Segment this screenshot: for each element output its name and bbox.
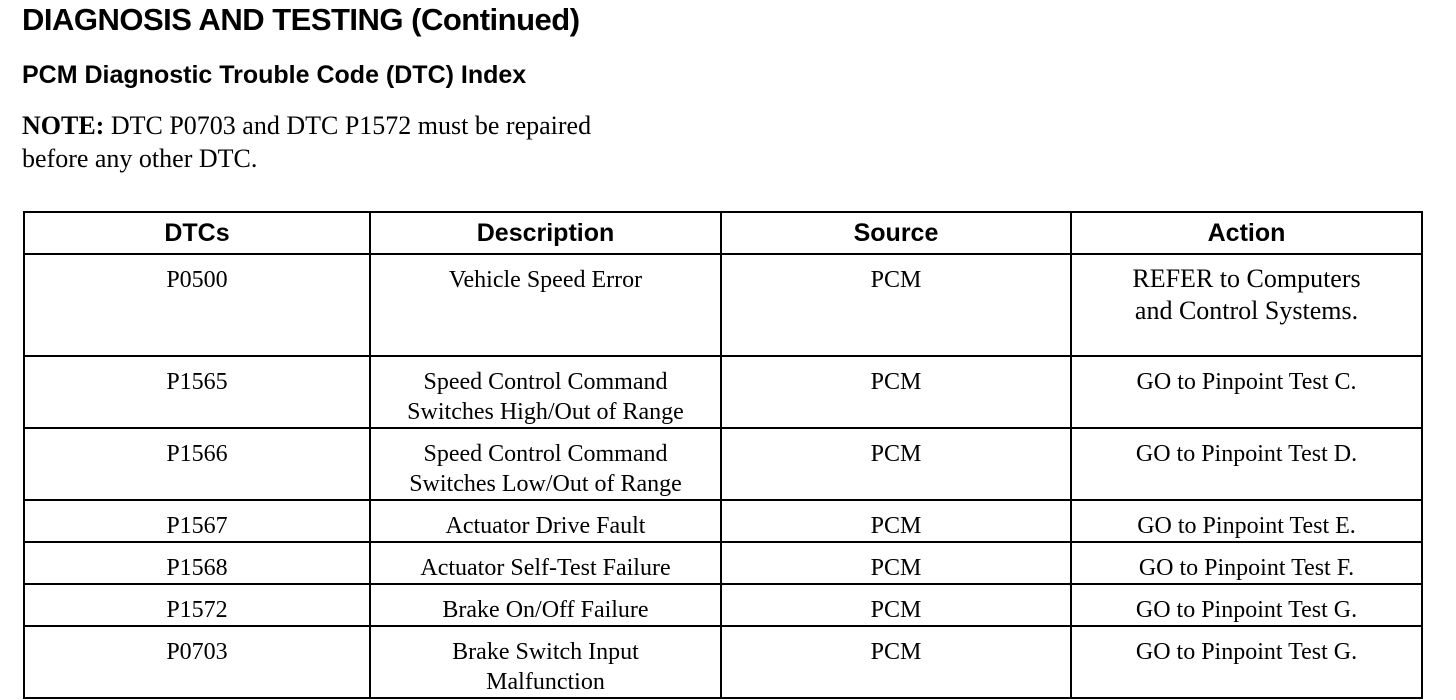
dtc-index-table xyxy=(23,211,1423,699)
note-block xyxy=(22,109,722,175)
description-line: Switches High/Out of Range xyxy=(407,399,684,425)
cell-dtc: P1572 xyxy=(24,584,370,626)
header-description: Description xyxy=(370,212,721,254)
action-line: GO to Pinpoint Test G. xyxy=(1135,597,1358,623)
description-line: Actuator Drive Fault xyxy=(445,513,646,539)
cell-description xyxy=(370,428,721,500)
action-line: and Control Systems. xyxy=(1134,296,1359,325)
action-line: GO to Pinpoint Test E. xyxy=(1137,513,1356,539)
cell-dtc: P1568 xyxy=(24,542,370,584)
cell-description xyxy=(370,500,721,542)
cell-dtc: P1566 xyxy=(24,428,370,500)
cell-dtc: P0703 xyxy=(24,626,370,698)
cell-description xyxy=(370,542,721,584)
note-label: NOTE: xyxy=(22,111,105,140)
action-line: REFER to Computers xyxy=(1132,264,1361,293)
table-row xyxy=(24,500,1422,542)
cell-source: PCM xyxy=(721,254,1071,356)
cell-source: PCM xyxy=(721,584,1071,626)
cell-action xyxy=(1071,254,1422,356)
header-source: Source xyxy=(721,212,1071,254)
table-header-row xyxy=(24,212,1422,254)
cell-dtc: P1565 xyxy=(24,356,370,428)
note-line-1 xyxy=(22,109,722,142)
cell-description xyxy=(370,626,721,698)
cell-source: PCM xyxy=(721,626,1071,698)
cell-description xyxy=(370,356,721,428)
cell-action xyxy=(1071,542,1422,584)
note-text-1: DTC P0703 and DTC P1572 must be repaired xyxy=(110,111,592,140)
action-line: GO to Pinpoint Test G. xyxy=(1135,639,1358,665)
cell-action xyxy=(1071,584,1422,626)
description-line: Switches Low/Out of Range xyxy=(409,471,682,497)
cell-description xyxy=(370,584,721,626)
table-row xyxy=(24,428,1422,500)
cell-action xyxy=(1071,626,1422,698)
table-row xyxy=(24,626,1422,698)
cell-source: PCM xyxy=(721,428,1071,500)
cell-action xyxy=(1071,356,1422,428)
action-line: GO to Pinpoint Test D. xyxy=(1135,441,1358,467)
action-line: GO to Pinpoint Test F. xyxy=(1138,555,1355,581)
description-line: Speed Control Command xyxy=(423,369,668,395)
description-line: Actuator Self-Test Failure xyxy=(420,555,671,581)
cell-source: PCM xyxy=(721,356,1071,428)
action-line: GO to Pinpoint Test C. xyxy=(1136,369,1357,395)
page-title: DIAGNOSIS AND TESTING (Continued) xyxy=(22,2,580,37)
cell-source: PCM xyxy=(721,542,1071,584)
cell-action xyxy=(1071,500,1422,542)
description-line: Malfunction xyxy=(486,669,605,695)
cell-description xyxy=(370,254,721,356)
cell-source: PCM xyxy=(721,500,1071,542)
description-line: Brake On/Off Failure xyxy=(442,597,649,623)
header-dtcs: DTCs xyxy=(24,212,370,254)
note-text-2: before any other DTC. xyxy=(22,144,258,173)
table-row xyxy=(24,542,1422,584)
cell-dtc: P1567 xyxy=(24,500,370,542)
table-row xyxy=(24,254,1422,356)
table-row xyxy=(24,584,1422,626)
description-line: Speed Control Command xyxy=(423,441,668,467)
cell-dtc: P0500 xyxy=(24,254,370,356)
description-line: Vehicle Speed Error xyxy=(448,267,643,293)
header-action: Action xyxy=(1071,212,1422,254)
description-line: Brake Switch Input xyxy=(452,639,639,665)
cell-action xyxy=(1071,428,1422,500)
table-row xyxy=(24,356,1422,428)
section-title: PCM Diagnostic Trouble Code (DTC) Index xyxy=(22,61,527,89)
